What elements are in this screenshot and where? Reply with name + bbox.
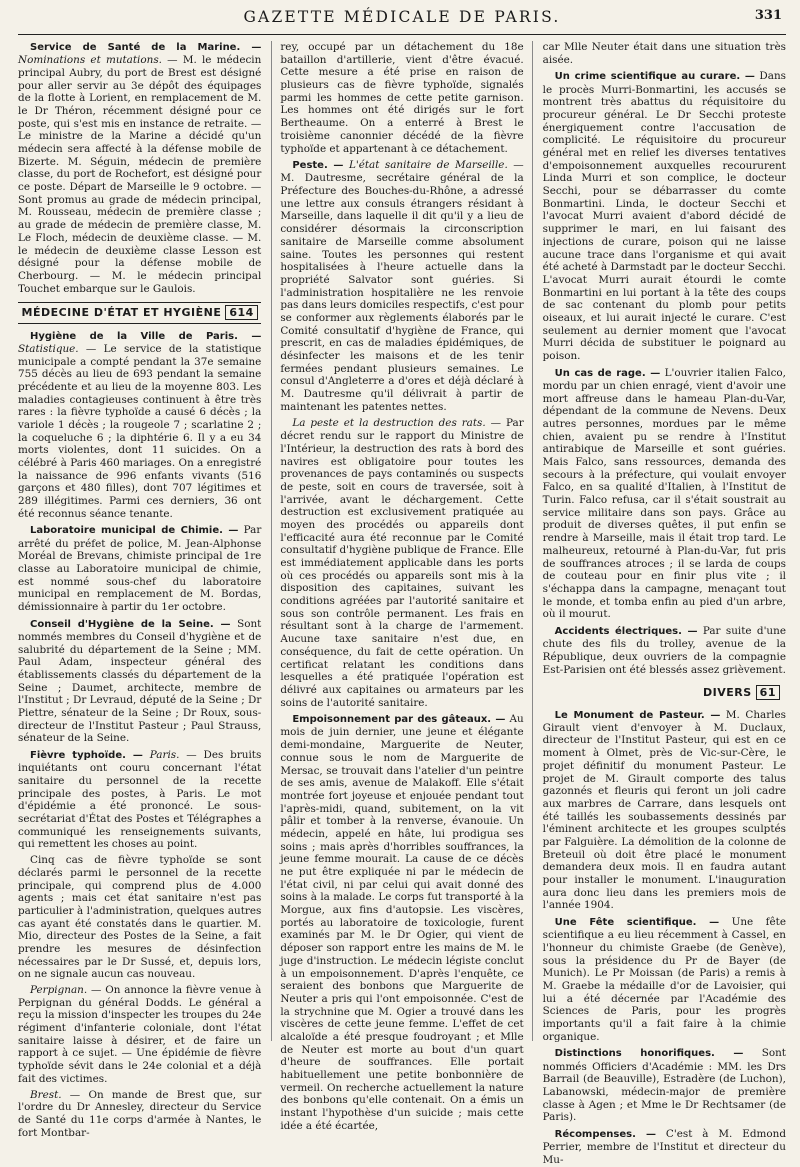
article-text: On mande de Brest que, sur l'ordre du Dr Annesley, directeur du Service de Santé du 11e corps d'armée à Nantes, le fort Montbar-: [18, 1088, 262, 1139]
section-header-divers: DIVERS 61: [543, 683, 786, 702]
article-crime-curare: [543, 70, 786, 362]
article-accidents-electriques: [543, 625, 786, 676]
article-text: Sont nommés membres du Conseil d'hygiène et de salubrité du département de la Seine ; MM. Paul Adam, inspecteur général des établissements classés du département de la Seine ; Daumet, architecte, membre de l'Institut ; Dr Levraud, député de la Seine ; Dr Piettre, sénateur de la Seine ; Dr Roux, sous-directeur de l'Institut Pasteur ; Paul Strauss, sénateur de la Seine.: [18, 617, 262, 745]
article-text: Une fête scientifique a eu lieu récemment à Cassel, en l'honneur du chimiste Graebe (de Genève), sous la présidence du Pr de Bayer (de Munich). Le Pr Moissan (de Paris) a remis à M. Graebe la médaille d'or de Lavoisier, qui lui a été décernée par l'Académie des Sciences de Paris, pour les progrès importants qu'il a fait faire à la chimie organique.: [542, 916, 786, 1043]
article-text: M. Dautresme, secrétaire général de la Préfecture des Bouches-du-Rhône, a adressé une lettre aux consuls étrangers résidant à Marseille, dans laquelle il dit qu'il y a lieu de considérer désormais la circonscription sanitaire de Marseille comme absolument saine. Toutes les personnes qui restent hospitalisées à l'heure actuelle dans la propriété Salvator sont guéries. Si l'administration hospitalière ne les renvoie pas dans leurs domiciles respectifs, c'est pour se conformer aux règlements élaborés par le Comité consultatif d'hygiène de France, qui prescrit, en cas de maladies épidémiques, de désinfecter les maisons et de les tenir fermées pendant plusieurs semaines. Le consul d'Angleterre a d'ores et déjà déclaré à M. Dautresme qu'il délivrait à partir de maintenant les patentes nettes.: [280, 172, 524, 413]
section-number: 61: [756, 685, 780, 700]
article-peste-marseille: [280, 159, 523, 413]
article-laboratoire-chimie: [18, 524, 261, 613]
section-number: 614: [225, 305, 257, 320]
article-heading: Conseil d'Hygiène de la Seine. —: [30, 618, 231, 630]
article-text: Dans le procès Murri-Bonmartini, les accusés se montrent très abattus du réquisitoire du procureur général. Le Dr Secchi proteste énergiquement contre l'accusation de complicité. Le réquisitoire du procureur général met en relief les diverses tentatives d'empoisonnement auxquelles recoururent Linda Murri et son complice, le docteur Secchi, pour se débarrasser du comte Bonmartini. Linda, le docteur Secchi et l'avocat Murri avaient d'abord décidé de supprimer le mari, en lui faisant des injections de curare, poison qui ne laisse aucune trace dans l'organisme et qui avait été acheté à Darmstadt par le docteur Secchi. L'avocat Murri aurait étourdi le comte Bonmartini en lui portant à la tête des coups de sac contenant du plomb pour petits oiseaux, et lui aurait injecté le curare. C'est seulement au dernier moment que l'avocat Murri décida de substituer le poignard au poison.: [542, 70, 786, 362]
page-header: [18, 0, 786, 35]
article-fete-scientifique: [543, 916, 786, 1043]
article-cas-rage: [543, 367, 786, 621]
article-heading: Un crime scientifique au curare. —: [554, 71, 755, 83]
column-2: [271, 41, 532, 1132]
article-heading: Récompenses. —: [554, 1129, 656, 1141]
article-heading: Service de Santé de la Marine. —: [30, 42, 262, 53]
article-heading: Fièvre typhoïde. —: [30, 750, 143, 762]
article-destruction-rats: [280, 417, 523, 709]
article-service-sante-marine: [18, 41, 261, 295]
article-heading: Une Fête scientifique. —: [554, 917, 720, 929]
article-empoisonnement-gateaux: [280, 713, 523, 1132]
article-subheading: La peste et la destruction des rats. —: [292, 417, 502, 430]
article-monument-pasteur: [543, 709, 786, 913]
article-fievre-typhoide: [18, 749, 261, 851]
article-subheading: Nominations et mutations. —: [18, 54, 178, 67]
article-text: Le service de la statistique municipale a compté pendant la 37e semaine 755 décès au lieu de 693 pendant la semaine précédente et au lieu de la moyenne 803. Les maladies contagieuses continuent à être très rares : la fièvre typhoïde a causé 6 décès ; la variole 1 décès ; la rougeole 7 ; scarlatine 2 ; la coqueluche 6 ; la diphtérie 6. Il y a eu 34 morts violentes, dont 11 suicides. On a célébré à Paris 460 mariages. On a enregistré la naissance de 996 enfants vivants (516 garçons et 480 filles), dont 707 légitimes et 289 illégitimes. Parmi ces derniers, 36 ont été reconnus séance tenante.: [18, 342, 262, 520]
article-subheading: Perpignan. —: [30, 984, 102, 997]
column-1: [18, 41, 262, 1139]
column-3: [542, 41, 786, 1166]
columns: [18, 41, 786, 1166]
article-recompenses: [543, 1128, 786, 1167]
journal-title: GAZETTE MÉDICALE DE PARIS.: [243, 8, 561, 26]
article-text: Par décret rendu sur le rapport du Ministre de l'Intérieur, la destruction des rats à bord des navires est obligatoire pour toutes les provenances de pays contaminés ou suspects de peste, soit en cours de traversée, soit à l'arrivée, avant le déchargement. Cette destruction est exclusivement pratiquée au moyen des procédés ou appareils dont l'efficacité aura été reconnue par le Comité consultatif d'hygiène publique de France. Elle est immédiatement applicable dans les ports où ces procédés ou appareils sont mis à la disposition des capitaines, suivant les conditions agréées par l'autorité sanitaire et sous son contrôle permanent. Les frais en résultant sont à la charge de l'armement. Aucune taxe sanitaire n'est due, en conséquence, du fait de cette opération. Un certificat relatant les conditions dans lesquelles a été pratiquée l'opération est délivré aux capitaines ou armateurs par les soins de l'autorité sanitaire.: [280, 417, 524, 709]
article-text: C'est à M. Edmond Perrier, membre de l'Institut et directeur du Mu-: [542, 1128, 786, 1166]
article-text: Des bruits inquiétants ont couru concernant l'état sanitaire du personnel de la recette principale des postes, à Paris. Le mot d'épidémie a été prononcé. Le sous-secrétariat d'État des Postes et Télégraphes a communiqué les renseignements suivants, qui remettent les choses au point.: [18, 749, 262, 851]
article-paragraph: [18, 984, 261, 1086]
article-heading: Hygiène de la Ville de Paris. —: [30, 330, 262, 342]
article-subheading: Brest. —: [30, 1088, 81, 1101]
article-heading: Le Monument de Pasteur. —: [554, 709, 721, 721]
article-text: Par suite d'une chute des fils du trolley, avenue de la République, deux ouvriers de la compagnie Est-Parisien ont été blessés assez grièvement.: [542, 624, 786, 676]
article-heading: Un cas de rage. —: [554, 367, 661, 379]
article-conseil-hygiene: [18, 618, 261, 745]
article-text: L'ouvrier italien Falco, mordu par un chien enragé, vient d'avoir une mort affreuse dans le hameau Plan-du-Var, dépendant de la commune de Nevens. Deux autres personnes, mordues par le même chien, avaient pu se rendre à l'Institut antirabique de Marseille et sont guéries. Mais Falco, sans ressources, demanda des secours à la préfecture, qui voulait envoyer Falco, en sa qualité d'Italien, à l'Institut de Turin. Falco refusa, car il s'était soustrait au service militaire dans son pays. Grâce au produit de diverses quêtes, il put enfin se rendre à Marseille, mais il était trop tard. Le malheureux, retourné à Plan-du-Var, fut pris de souffrances atroces ; il se larda de coups de couteau pour en finir plus vite ; il s'échappa dans la campagne, menaçant tout le monde, et tomba enfin au pied d'un arbre, où il mourut.: [542, 366, 786, 621]
article-paragraph: Cinq cas de fièvre typhoïde se sont déclarés parmi le personnel de la recette principale, qui comprend plus de 4.000 agents ; mais cet état sanitaire n'est pas particulier à l'administration, quelques autres cas ayant été constatés dans le quartier. M. Mio, directeur des Postes de la Seine, a fait prendre les mesures de désinfection nécessaires par le Dr Sussé, et, depuis lors, on ne signale aucun cas nouveau.: [18, 854, 262, 981]
section-header-medecine-etat: MÉDECINE D'ÉTAT ET HYGIÈNE 614: [18, 302, 261, 323]
article-distinctions: [543, 1047, 786, 1124]
article-subheading: L'état sanitaire de Marseille. —: [348, 159, 524, 172]
article-heading: Peste. —: [292, 160, 344, 172]
article-hygiene-paris: [18, 330, 261, 521]
page-number: 331: [754, 8, 782, 23]
article-continuation: car Mlle Neuter était dans une situation très aisée.: [542, 41, 786, 66]
article-heading: Laboratoire municipal de Chimie. —: [30, 525, 239, 537]
article-text: M. le médecin principal Aubry, du port de Brest est désigné pour aller servir au 3e dépôt des équipages de la flotte à Lorient, en remplacement de M. le Dr Théron, récemment désigné pour ce poste, qui s'est mis en instance de retraite. — Le ministre de la Marine a décidé qu'un médecin sera affecté à la défense mobile de Bizerte. M. Séguin, médecin de première classe, du port de Rochefort, est désigné pour ce poste. Départ de Marseille le 9 octobre. — Sont promus au grade de médecin principal, M. Rousseau, médecin de première classe ; au grade de médecin de première classe, M. Le Floch, médecin de deuxième classe. — M. le médecin de deuxième classe Lesson est désigné pour la défense mobile de Cherbourg. — M. le médecin principal Touchet embarque sur le Gaulois.: [18, 54, 262, 295]
article-paragraph: [18, 1089, 261, 1140]
article-continuation: rey, occupé par un détachement du 18e bataillon d'artillerie, vient d'être évacué. Cette mesure a été prise en raison de plusieurs cas de fièvre typhoïde, signalés parmi les hommes de cette petite garnison. Les hommes ont été dirigés sur le fort Bertheaume. On a enterré à Brest le troisième canonnier décédé de la fièvre typhoïde et appartenant à ce détachement.: [280, 41, 524, 155]
article-heading: Empoisonnement par des gâteaux. —: [292, 714, 506, 726]
article-heading: Accidents électriques. —: [554, 625, 698, 637]
article-text: M. Charles Girault vient d'envoyer à M. Duclaux, directeur de l'Institut Pasteur, qui est en ce moment à Olmet, près de Vic-sur-Cère, le projet définitif du monument Pasteur. Le projet de M. Girault comporte des talus gazonnés et fleuris qui feront un joli cadre aux marbres de Carrare, dans lesquels ont été taillés les soubassements dessinés par l'éminent architecte et les groupes sculptés par Falguière. La démolition de la colonne de Breteuil où doit être placé le monument demandera deux mois. Il en faudra autant pour installer le monument. L'inauguration aura donc lieu dans les premiers mois de l'année 1904.: [542, 708, 786, 912]
article-subheading: Paris. —: [149, 749, 197, 762]
article-heading: Distinctions honorifiques. —: [554, 1048, 744, 1060]
article-text: Au mois de juin dernier, une jeune et élégante demi-mondaine, Marguerite de Neuter, connue sous le nom de Marguerite de Mersac, se trouvait dans l'atelier d'un peintre de ses amis, avenue de Malakoff. Elle s'était montrée fort joyeuse et enjouée pendant tout l'après-midi, quand, subitement, on la vit pâlir et tomber à la renverse, évanouie. Un médecin, appelé en hâte, lui prodigua ses soins ; mais après d'horribles souffrances, la jeune femme mourait. La cause de ce décès ne put être expliquée ni par le médecin de l'état civil, ni par celui qui avait donné des soins à la malade. Le corps fut transporté à la Morgue, aux fins d'autopsie. Les viscères, portés au laboratoire de toxicologie, furent examinés par M. le Dr Ogier, qui vient de déposer son rapport entre les mains de M. le juge d'instruction. Le médecin légiste conclut à un empoisonnement. D'après l'enquête, ce seraient des bonbons que Marguerite de Neuter a pris qui l'ont empoisonnée. C'est de la strychnine que M. Ogier a trouvé dans les viscères de cette jeune femme. L'effet de cet alcaloïde a été presque foudroyant ; et Mlle de Neuter est morte au bout d'un quart d'heure de souffrances. Elle portait habituellement une petite bonbonnière de vermeil. On recherche actuellement la nature des bonbons qu'elle contenait. On a émis un instant l'hypothèse d'un suicide ; mais cette idée a été écartée,: [280, 713, 524, 1132]
article-subheading: Statistique. —: [18, 342, 97, 355]
article-text: Sont nommés Officiers d'Académie : MM. les Drs Barrail (de Beauville), Estradère (de Luchon), Labanowski, médecin-major de première classe à Agen ; et Mme le Dr Rechtsamer (de Paris).: [542, 1047, 786, 1124]
article-text: On annonce la fièvre venue à Perpignan du général Dodds. Le général a reçu la mission d'inspecter les troupes du 24e régiment d'infanterie coloniale, dont l'état sanitaire laisse à désirer, et de faire un rapport à ce sujet. — Une épidémie de fièvre typhoïde sévit dans le 24e colonial et a déjà fait des victimes.: [18, 984, 262, 1085]
article-text: Par arrêté du préfet de police, M. Jean-Alphonse Moréal de Brevans, chimiste principal de 1re classe au Laboratoire municipal de chimie, est nommé sous-chef du laboratoire municipal en remplacement de M. Bordas, démissionnaire à partir du 1er octobre.: [18, 524, 262, 614]
